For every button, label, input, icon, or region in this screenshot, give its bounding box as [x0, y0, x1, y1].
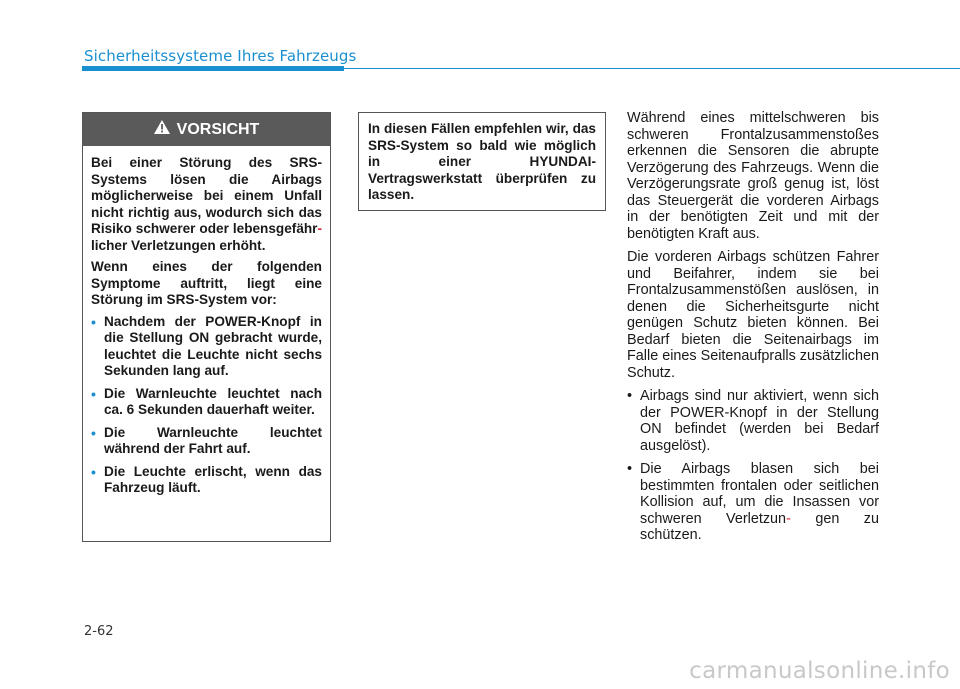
list-item: • Airbags sind nur aktiviert, wenn sich der POWER-Knopf in der Stellung ON befindet (werden bei Bedarf ausgelöst).: [627, 388, 879, 454]
list-item: • Die Warnleuchte leuchtet nach ca. 6 Sekunden dauerhaft weiter.: [91, 385, 322, 417]
caution-title: VORSICHT: [176, 120, 260, 138]
list-item: • Die Leuchte erlischt, wenn das Fahrzeug läuft.: [91, 463, 322, 495]
bullet-icon: •: [91, 385, 96, 402]
header-rule-thin: [344, 68, 960, 69]
info-box: [358, 112, 606, 211]
header-rule-thick: [82, 66, 344, 71]
caution-header: [83, 113, 330, 146]
info-box-text: In diesen Fällen empfehlen wir, das SRS-System so bald wie möglich in einer HYUNDAI-Vertragswerkstatt überprüfen zu lassen.: [368, 121, 596, 202]
bullet-icon: •: [91, 424, 96, 441]
caution-symptoms-intro: Wenn eines der folgenden Symptome auftritt, liegt eine Störung im SRS-System vor:: [91, 259, 322, 307]
caution-body: [83, 146, 330, 497]
warning-triangle-icon: [154, 120, 170, 139]
watermark: carmanualsonline.info: [689, 658, 950, 684]
caution-box: [82, 112, 331, 542]
body-text-column: [627, 110, 879, 551]
page-number: 2-62: [84, 624, 114, 639]
bullet-icon: •: [627, 388, 633, 404]
bullet-icon: •: [91, 463, 96, 480]
list-item: • Die Airbags blasen sich bei bestimmten frontalen oder seitlichen Kollision auf, um die Insassen vor schweren Verletzun- gen zu schützen.: [627, 461, 879, 543]
list-item: • Nachdem der POWER-Knopf in die Stellung ON gebracht wurde, leuchtet die Leuchte nicht sechs Sekunden lang auf.: [91, 313, 322, 378]
caution-bullet-list: [91, 314, 322, 497]
list-item: • Die Warnleuchte leuchtet während der Fahrt auf.: [91, 424, 322, 456]
section-title: Sicherheitssysteme Ihres Fahrzeugs: [84, 47, 357, 65]
airbag-bullet-list: [627, 388, 879, 544]
bullet-icon: •: [91, 313, 96, 330]
paragraph: Während eines mittelschweren bis schweren Frontalzusammenstoßes erkennen die Sensoren die abrupte Verzögerung des Fahrzeugs. Wenn die Verzögerungsrate groß genug ist, löst das Steuergerät die vorderen Airbags in der benötigten Zeit und mit der benötigten Kraft aus.: [627, 110, 879, 242]
caution-intro: Bei einer Störung des SRS-Systems lösen die Airbags möglicherweise bei einem Unfall nicht richtig aus, wodurch sich das Risiko schwerer oder lebensgefähr- licher Verletzungen erhöht.: [91, 155, 322, 253]
bullet-icon: •: [627, 461, 633, 477]
paragraph: Die vorderen Airbags schützen Fahrer und Beifahrer, indem sie bei Frontalzusammenstößen auslösen, in denen die Sicherheitsgurte nicht genügen Schutz bieten können. Bei Bedarf bieten die Seitenairbags im Falle eines Seitenaufpralls zusätzlichen Schutz.: [627, 249, 879, 381]
